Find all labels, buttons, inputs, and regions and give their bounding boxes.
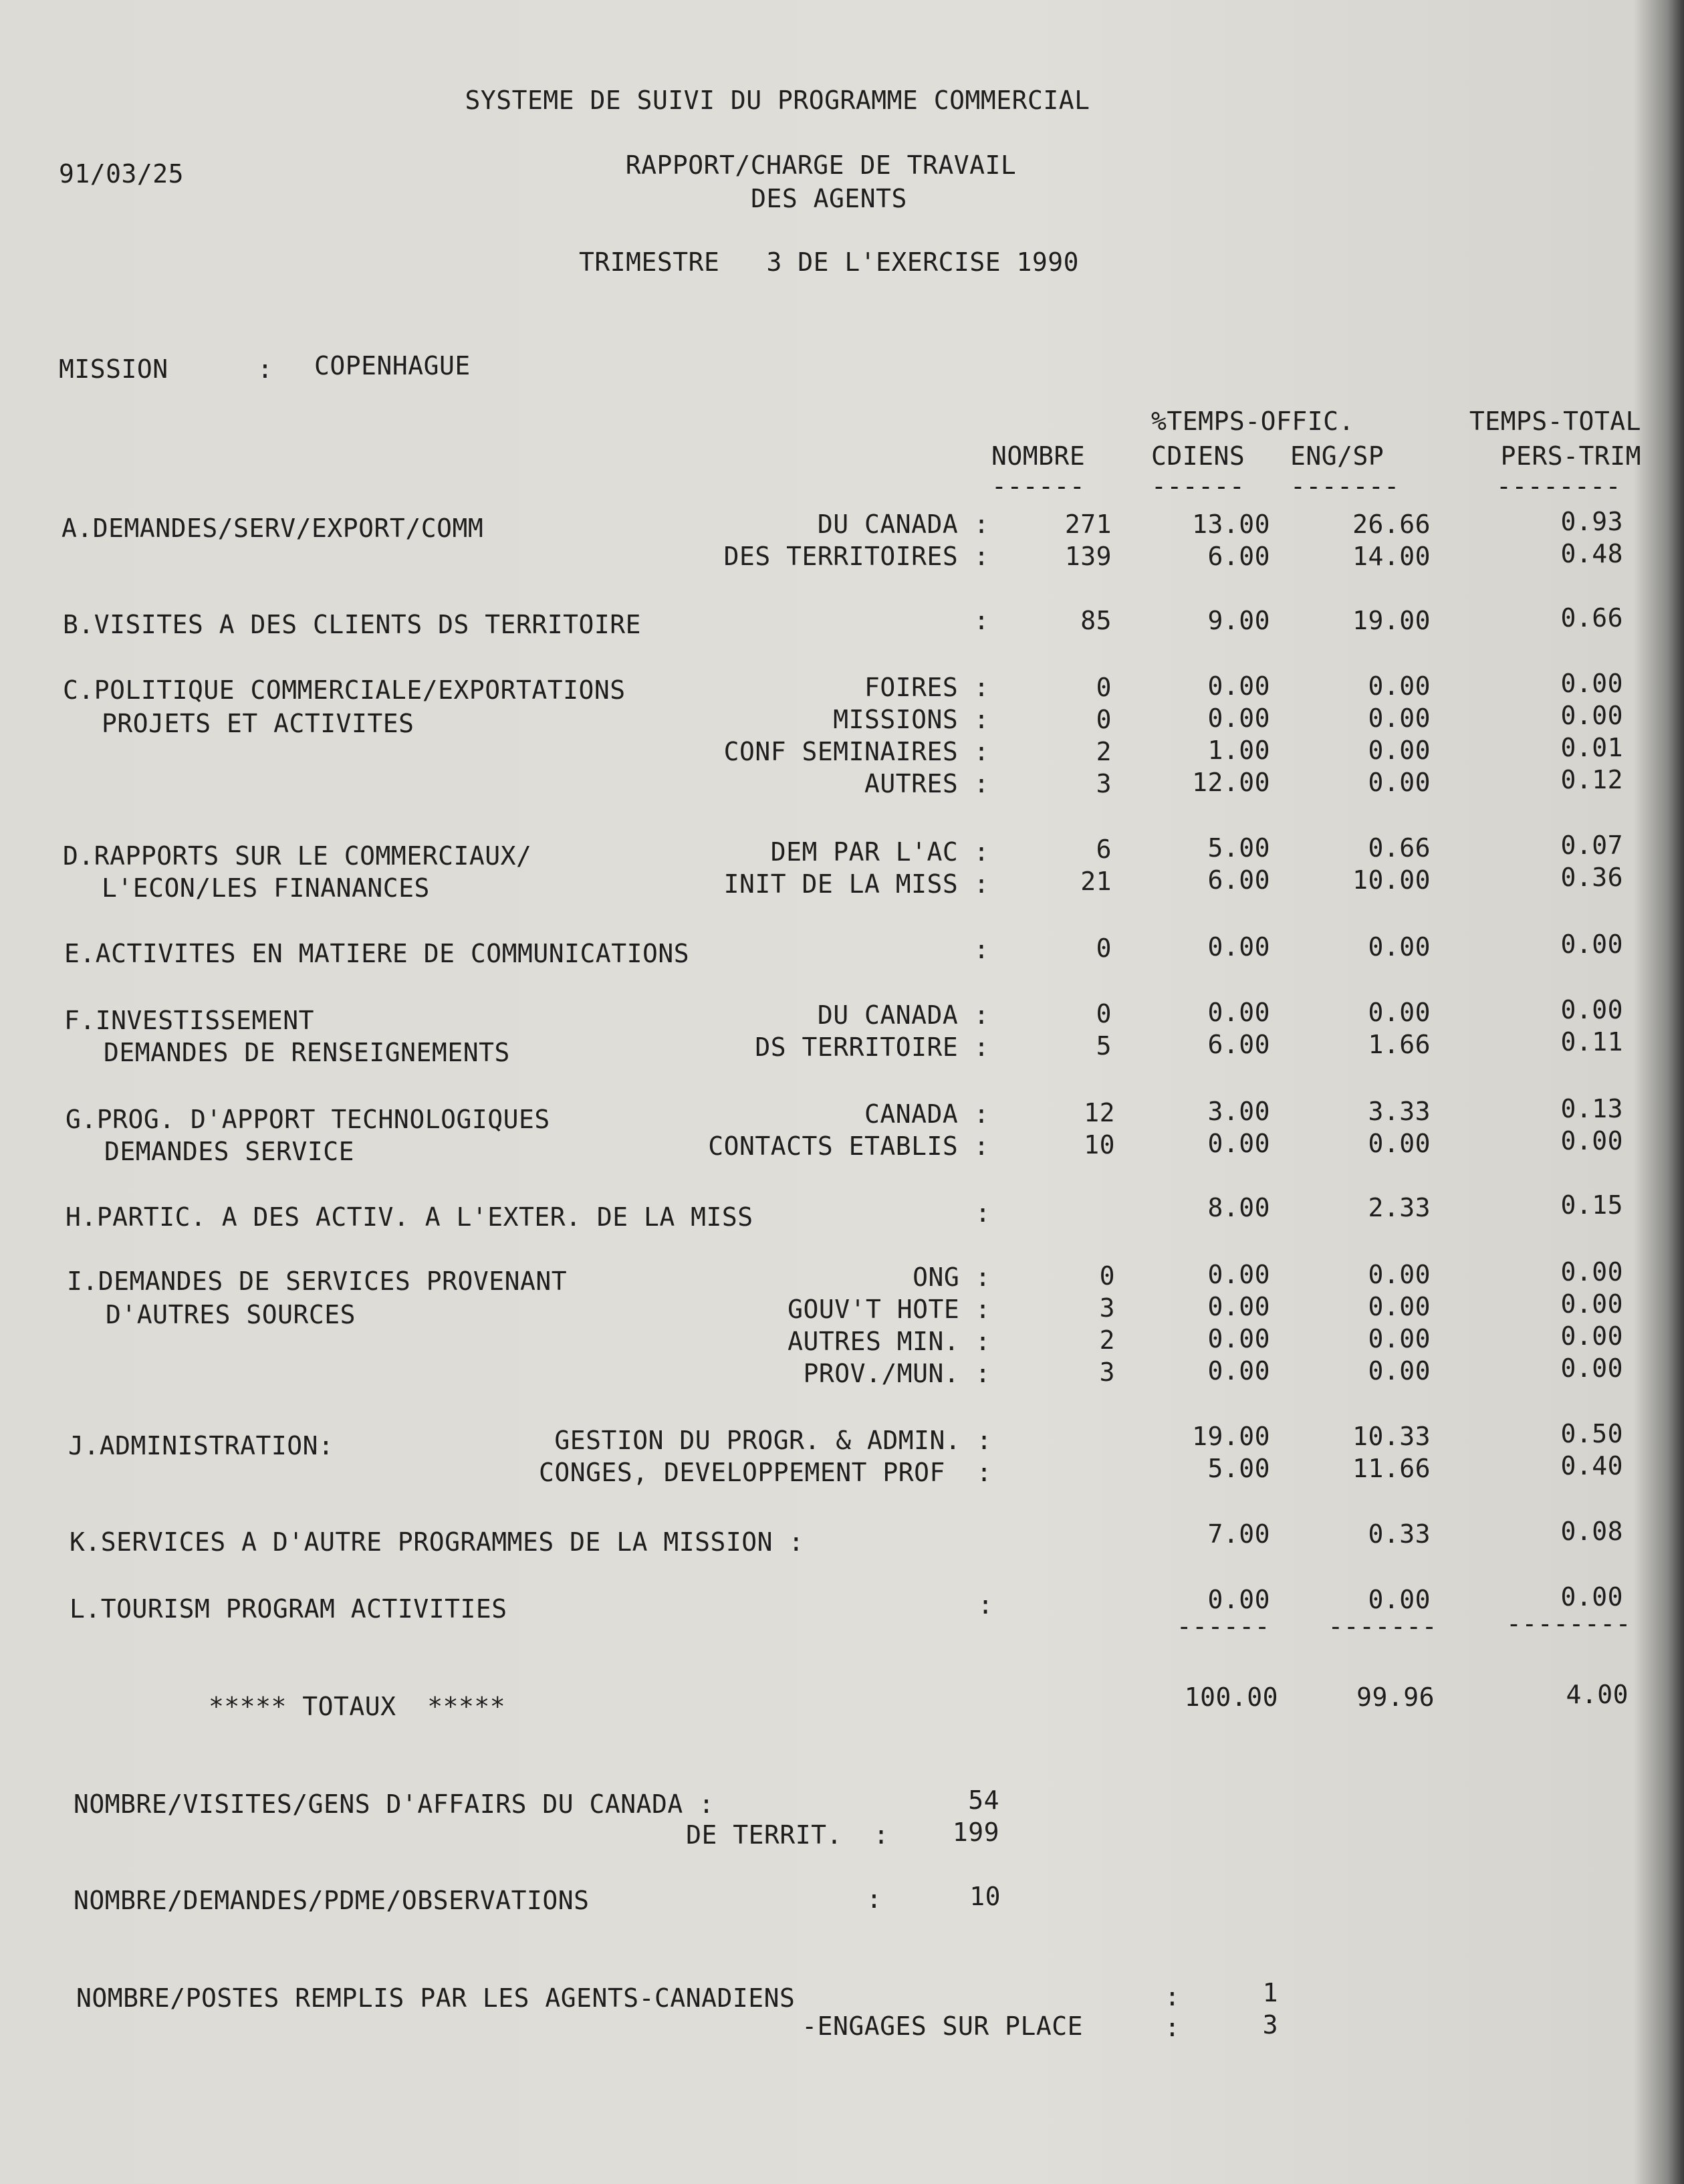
section-f-sub2: DS TERRITOIRE : bbox=[755, 1032, 989, 1062]
perstrim-value: 0.00 bbox=[1560, 995, 1623, 1024]
engsp-value: 0.00 bbox=[1368, 768, 1431, 797]
engsp-value: 10.00 bbox=[1352, 865, 1431, 895]
nombre-value: 139 bbox=[1064, 542, 1112, 571]
column-underline-cdiens: ------ bbox=[1151, 471, 1245, 501]
column-underline-engsp: ------- bbox=[1290, 471, 1400, 501]
visites-canada-value: 54 bbox=[968, 1785, 999, 1815]
engsp-value: 3.33 bbox=[1368, 1097, 1431, 1126]
perstrim-value: 0.00 bbox=[1560, 1289, 1623, 1319]
report-quarter: TRIMESTRE 3 DE L'EXERCISE 1990 bbox=[578, 247, 1080, 277]
report-subtitle-line1: RAPPORT/CHARGE DE TRAVAIL bbox=[625, 150, 1017, 180]
section-i-sub3: AUTRES MIN. : bbox=[788, 1327, 991, 1356]
section-i-label: I.DEMANDES DE SERVICES PROVENANT bbox=[67, 1267, 568, 1296]
visites-label: NOMBRE/VISITES/GENS D'AFFAIRS DU CANADA : bbox=[74, 1789, 715, 1819]
nombre-value: 0 bbox=[1096, 673, 1112, 702]
engsp-value: 0.66 bbox=[1368, 833, 1431, 863]
demandes-value: 10 bbox=[969, 1882, 1001, 1911]
engsp-value: 26.66 bbox=[1352, 510, 1431, 539]
section-a-sub2: DES TERRITOIRES : bbox=[723, 542, 989, 571]
nombre-value: 12 bbox=[1084, 1098, 1115, 1127]
section-a-label: A.DEMANDES/SERV/EXPORT/COMM bbox=[62, 514, 484, 543]
section-j-sub1: GESTION DU PROGR. & ADMIN. : bbox=[554, 1426, 992, 1455]
cdiens-value: 13.00 bbox=[1192, 510, 1270, 539]
section-c-sub4: AUTRES : bbox=[864, 769, 989, 798]
section-i-sub2: GOUV'T HOTE : bbox=[788, 1295, 991, 1324]
nombre-value: 85 bbox=[1080, 606, 1112, 635]
perstrim-value: 0.00 bbox=[1560, 1126, 1623, 1156]
engsp-value: 0.00 bbox=[1368, 1356, 1431, 1386]
engsp-value: 0.00 bbox=[1368, 932, 1431, 962]
perstrim-value: 0.36 bbox=[1560, 863, 1623, 892]
nombre-value: 5 bbox=[1096, 1031, 1112, 1061]
total-engsp: 99.96 bbox=[1356, 1682, 1435, 1712]
section-d-sub1: DEM PAR L'AC : bbox=[770, 837, 989, 867]
section-c-label2: PROJETS ET ACTIVITES bbox=[102, 709, 414, 738]
cdiens-value: 5.00 bbox=[1207, 833, 1270, 863]
nombre-value: 0 bbox=[1096, 705, 1112, 734]
cdiens-value: 6.00 bbox=[1207, 1030, 1270, 1059]
engsp-value: 1.66 bbox=[1368, 1030, 1431, 1059]
territ-label: DE TERRIT. : bbox=[686, 1820, 889, 1850]
engages-label: -ENGAGES SUR PLACE bbox=[802, 2011, 1083, 2041]
section-a-sub1: DU CANADA : bbox=[817, 510, 989, 539]
section-i-label2: D'AUTRES SOURCES bbox=[106, 1300, 356, 1329]
engsp-value: 14.00 bbox=[1352, 542, 1431, 571]
section-g-label2: DEMANDES SERVICE bbox=[104, 1137, 355, 1166]
section-g-sub2: CONTACTS ETABLIS : bbox=[708, 1131, 989, 1161]
cdiens-value: 0.00 bbox=[1207, 703, 1270, 733]
row-separator: : bbox=[973, 606, 989, 635]
section-k-label: K.SERVICES A D'AUTRE PROGRAMMES DE LA MISSION : bbox=[70, 1527, 804, 1557]
postes-separator-2: : bbox=[1165, 2013, 1181, 2042]
engsp-value: 0.00 bbox=[1368, 703, 1431, 733]
section-c-sub2: MISSIONS : bbox=[833, 705, 989, 734]
section-f-label: F.INVESTISSEMENT bbox=[64, 1006, 315, 1035]
cdiens-value: 0.00 bbox=[1207, 1260, 1270, 1289]
cdiens-value: 1.00 bbox=[1207, 736, 1270, 765]
cdiens-value: 0.00 bbox=[1207, 1356, 1270, 1386]
engsp-value: 0.00 bbox=[1368, 736, 1431, 765]
section-i-sub4: PROV./MUN. : bbox=[803, 1359, 991, 1388]
perstrim-value: 0.12 bbox=[1560, 765, 1623, 794]
perstrim-value: 0.66 bbox=[1560, 603, 1623, 633]
perstrim-value: 0.07 bbox=[1560, 831, 1623, 860]
demandes-label: NOMBRE/DEMANDES/PDME/OBSERVATIONS bbox=[74, 1886, 590, 1915]
section-d-label: D.RAPPORTS SUR LE COMMERCIAUX/ bbox=[63, 841, 532, 871]
mission-value: COPENHAGUE bbox=[314, 351, 471, 380]
section-f-label2: DEMANDES DE RENSEIGNEMENTS bbox=[104, 1038, 510, 1067]
section-g-sub1: CANADA : bbox=[864, 1099, 989, 1129]
visites-territ-value: 199 bbox=[952, 1818, 999, 1847]
section-c-sub1: FOIRES : bbox=[864, 673, 989, 702]
cdiens-value: 6.00 bbox=[1207, 542, 1270, 571]
nombre-value: 0 bbox=[1096, 999, 1112, 1028]
column-underline-perstrim: -------- bbox=[1495, 471, 1621, 501]
cdiens-value: 9.00 bbox=[1207, 606, 1270, 635]
nombre-value: 271 bbox=[1064, 510, 1112, 539]
section-f-sub1: DU CANADA : bbox=[817, 1000, 989, 1030]
cdiens-value: 19.00 bbox=[1192, 1422, 1270, 1451]
column-header-perstrim: PERS-TRIM bbox=[1500, 441, 1641, 471]
column-header-nombre: NOMBRE bbox=[991, 441, 1086, 471]
nombre-value: 10 bbox=[1084, 1130, 1115, 1160]
engsp-value: 10.33 bbox=[1352, 1422, 1431, 1451]
section-d-sub2: INIT DE LA MISS : bbox=[723, 869, 989, 899]
cdiens-value: 0.00 bbox=[1207, 1585, 1270, 1614]
demandes-separator: : bbox=[866, 1884, 882, 1914]
postes-place-value: 3 bbox=[1262, 2010, 1278, 2040]
cdiens-value: 12.00 bbox=[1192, 768, 1270, 797]
section-e-label: E.ACTIVITES EN MATIERE DE COMMUNICATIONS bbox=[64, 939, 690, 968]
engsp-value: 2.33 bbox=[1368, 1193, 1431, 1222]
nombre-value: 3 bbox=[1099, 1357, 1115, 1387]
column-header-pct-temps: %TEMPS-OFFIC. bbox=[1151, 407, 1354, 436]
nombre-value: 2 bbox=[1099, 1325, 1115, 1355]
perstrim-value: 0.11 bbox=[1560, 1027, 1623, 1057]
perstrim-value: 0.93 bbox=[1560, 507, 1623, 536]
total-underline-cdiens: ------ bbox=[1176, 1612, 1270, 1641]
nombre-value: 0 bbox=[1096, 934, 1112, 963]
engsp-value: 0.00 bbox=[1368, 1260, 1431, 1289]
perstrim-value: 0.00 bbox=[1560, 701, 1623, 730]
totals-label: ***** TOTAUX ***** bbox=[209, 1692, 506, 1721]
row-separator: : bbox=[973, 935, 989, 964]
section-l-label: L.TOURISM PROGRAM ACTIVITIES bbox=[70, 1594, 507, 1624]
cdiens-value: 0.00 bbox=[1207, 998, 1270, 1027]
column-header-temps-total: TEMPS-TOTAL bbox=[1469, 407, 1641, 436]
perstrim-value: 0.15 bbox=[1560, 1190, 1623, 1220]
perstrim-value: 0.40 bbox=[1560, 1451, 1623, 1481]
column-header-engsp: ENG/SP bbox=[1290, 441, 1385, 471]
total-underline-perstrim: -------- bbox=[1506, 1609, 1631, 1638]
total-underline-engsp: ------- bbox=[1328, 1612, 1437, 1641]
section-c-sub3: CONF SEMINAIRES : bbox=[723, 737, 989, 766]
perstrim-value: 0.50 bbox=[1560, 1419, 1623, 1448]
cdiens-value: 5.00 bbox=[1207, 1454, 1270, 1483]
perstrim-value: 0.00 bbox=[1560, 669, 1623, 698]
nombre-value: 2 bbox=[1096, 737, 1112, 766]
engsp-value: 0.00 bbox=[1368, 1292, 1431, 1321]
cdiens-value: 0.00 bbox=[1207, 932, 1270, 962]
postes-label: NOMBRE/POSTES REMPLIS PAR LES AGENTS-CANADIENS bbox=[76, 1983, 796, 2013]
cdiens-value: 7.00 bbox=[1207, 1519, 1270, 1549]
perstrim-value: 0.00 bbox=[1560, 1353, 1623, 1383]
total-perstrim: 4.00 bbox=[1566, 1680, 1629, 1709]
column-underline-nombre: ------ bbox=[991, 471, 1086, 501]
engsp-value: 0.33 bbox=[1368, 1519, 1431, 1549]
perstrim-value: 0.13 bbox=[1560, 1094, 1623, 1123]
row-separator: : bbox=[977, 1590, 993, 1620]
perstrim-value: 0.08 bbox=[1560, 1517, 1623, 1546]
nombre-value: 6 bbox=[1096, 835, 1112, 864]
section-h-label: H.PARTIC. A DES ACTIV. A L'EXTER. DE LA MISS bbox=[66, 1202, 753, 1232]
nombre-value: 3 bbox=[1096, 769, 1112, 798]
engsp-value: 0.00 bbox=[1368, 1324, 1431, 1353]
postes-separator-1: : bbox=[1165, 1982, 1181, 2011]
engsp-value: 0.00 bbox=[1368, 671, 1431, 701]
cdiens-value: 6.00 bbox=[1207, 865, 1270, 895]
section-j-label: J.ADMINISTRATION: bbox=[68, 1431, 334, 1460]
cdiens-value: 0.00 bbox=[1207, 1324, 1270, 1353]
report-subtitle-line2: DES AGENTS bbox=[751, 184, 907, 213]
section-d-label2: L'ECON/LES FINANANCES bbox=[102, 873, 430, 903]
engsp-value: 0.00 bbox=[1368, 998, 1431, 1027]
nombre-value: 3 bbox=[1099, 1293, 1115, 1323]
nombre-value: 0 bbox=[1099, 1261, 1115, 1291]
engsp-value: 0.00 bbox=[1368, 1129, 1431, 1158]
column-header-cdiens: CDIENS bbox=[1151, 441, 1245, 471]
section-i-sub1: ONG : bbox=[913, 1263, 991, 1292]
cdiens-value: 0.00 bbox=[1207, 671, 1270, 701]
perstrim-value: 0.48 bbox=[1560, 539, 1623, 568]
postes-canadiens-value: 1 bbox=[1262, 1978, 1278, 2007]
total-cdiens: 100.00 bbox=[1184, 1682, 1278, 1712]
section-b-label: B.VISITES A DES CLIENTS DS TERRITOIRE bbox=[63, 610, 641, 639]
engsp-value: 19.00 bbox=[1352, 606, 1431, 635]
perstrim-value: 0.00 bbox=[1560, 1257, 1623, 1287]
cdiens-value: 8.00 bbox=[1207, 1193, 1270, 1222]
nombre-value: 21 bbox=[1080, 867, 1112, 896]
engsp-value: 0.00 bbox=[1368, 1585, 1431, 1614]
report-date: 91/03/25 bbox=[59, 159, 185, 189]
perstrim-value: 0.00 bbox=[1560, 1582, 1623, 1612]
perstrim-value: 0.00 bbox=[1560, 1321, 1623, 1351]
report-title: SYSTEME DE SUIVI DU PROGRAMME COMMERCIAL bbox=[465, 86, 1090, 115]
perstrim-value: 0.01 bbox=[1560, 733, 1623, 762]
section-g-label: G.PROG. D'APPORT TECHNOLOGIQUES bbox=[66, 1105, 550, 1134]
cdiens-value: 3.00 bbox=[1207, 1097, 1270, 1126]
section-j-sub2: CONGES, DEVELOPPEMENT PROF : bbox=[539, 1458, 992, 1487]
cdiens-value: 0.00 bbox=[1207, 1292, 1270, 1321]
mission-label: MISSION bbox=[59, 354, 168, 384]
engsp-value: 11.66 bbox=[1352, 1454, 1431, 1483]
perstrim-value: 0.00 bbox=[1560, 930, 1623, 959]
mission-separator: : bbox=[257, 354, 273, 384]
row-separator: : bbox=[975, 1198, 991, 1228]
section-c-label: C.POLITIQUE COMMERCIALE/EXPORTATIONS bbox=[63, 675, 626, 705]
cdiens-value: 0.00 bbox=[1207, 1129, 1270, 1158]
